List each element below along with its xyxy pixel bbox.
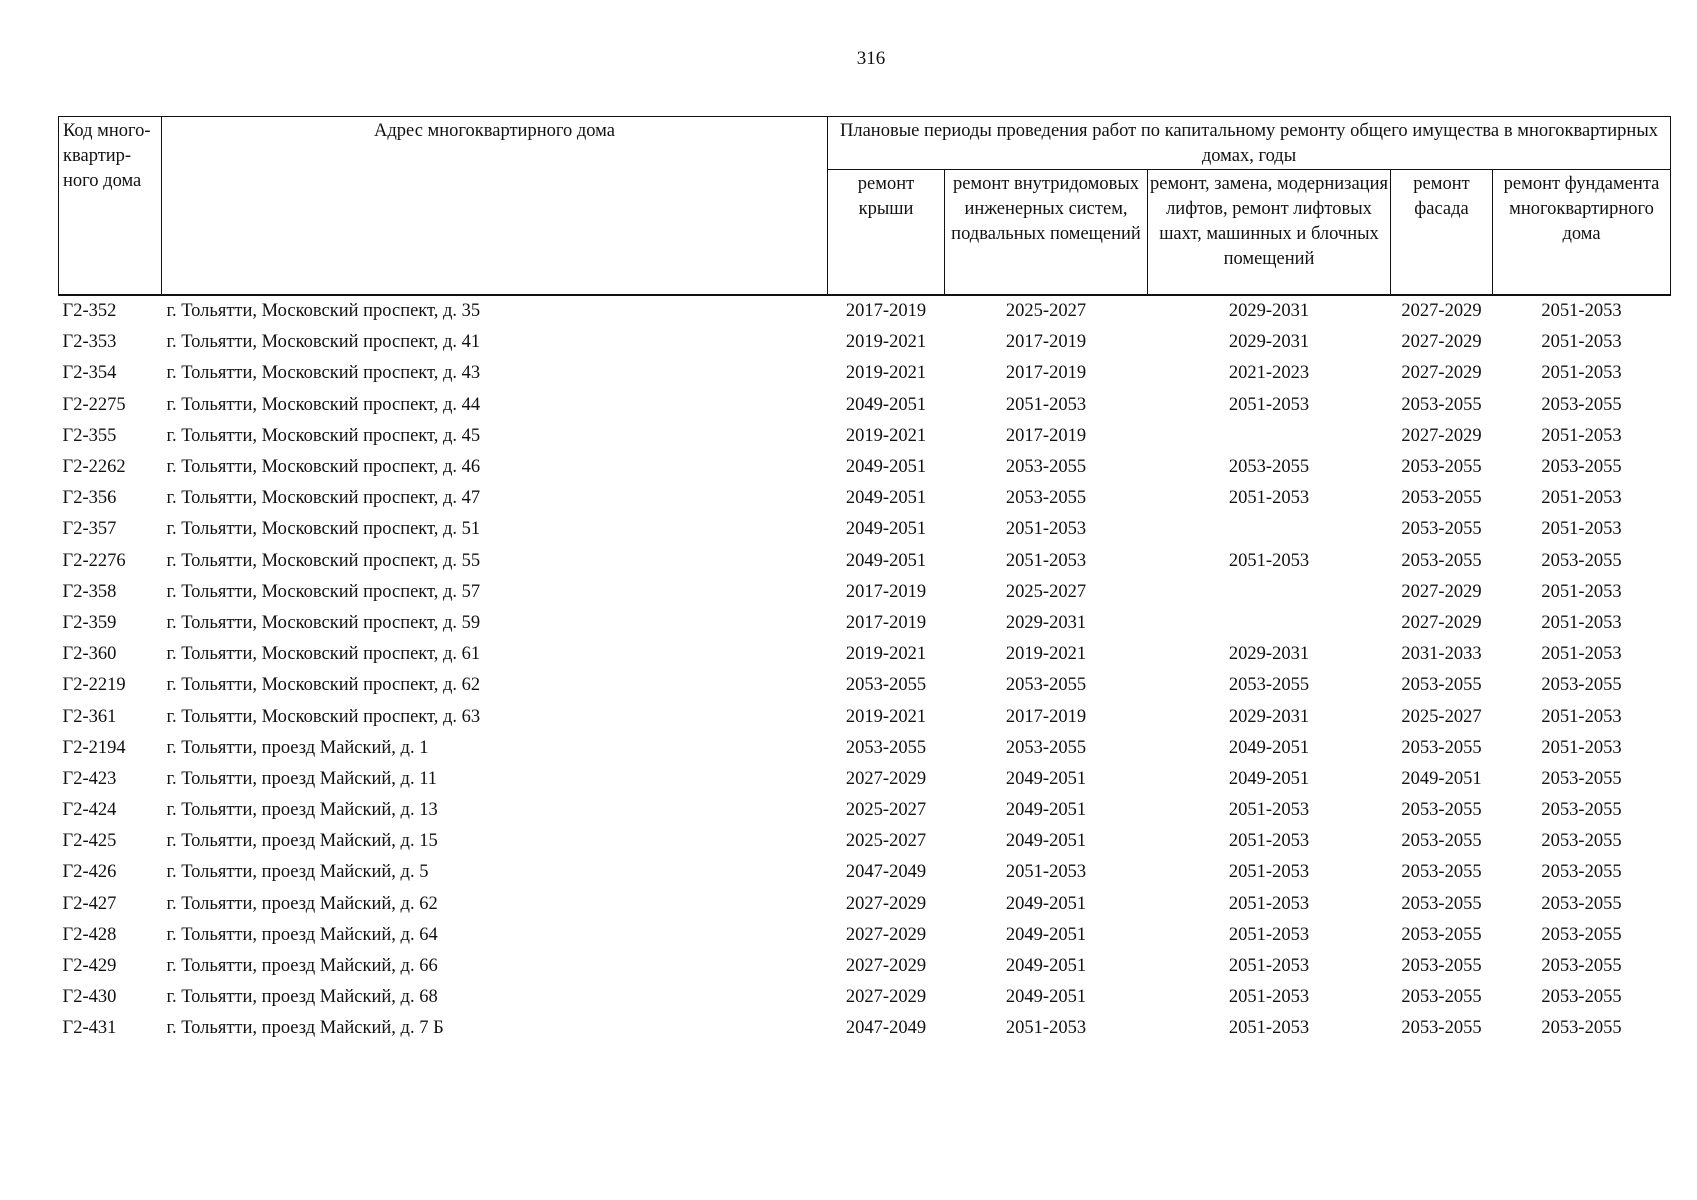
- cell-roof: 2019-2021: [845, 644, 927, 665]
- cell-engineering: 2051-2053: [1005, 550, 1087, 571]
- cell-code: Г2-423: [62, 768, 117, 789]
- table-row: [59, 577, 1671, 608]
- cell-engineering: 2049-2051: [1005, 987, 1087, 1008]
- cell-lifts: 2053-2055: [1228, 675, 1310, 696]
- cell-facade: 2053-2055: [1401, 831, 1482, 852]
- cell-code: Г2-358: [62, 581, 117, 602]
- cell-code: Г2-428: [62, 924, 117, 945]
- cell-address: г. Тольятти, проезд Майский, д. 13: [166, 800, 438, 821]
- cell-foundation: 2051-2053: [1541, 363, 1622, 384]
- table-row: [59, 701, 1671, 732]
- cell-roof: 2019-2021: [845, 425, 927, 446]
- cell-foundation: 2053-2055: [1541, 394, 1622, 415]
- cell-lifts: 2051-2053: [1228, 800, 1310, 821]
- header-periods-title: [828, 117, 1671, 170]
- cell-engineering: 2051-2053: [1005, 394, 1087, 415]
- cell-roof: 2049-2051: [845, 550, 927, 571]
- cell-address: г. Тольятти, Московский проспект, д. 57: [166, 581, 481, 602]
- cell-facade: 2027-2029: [1401, 301, 1482, 322]
- cell-foundation: 2053-2055: [1541, 924, 1622, 945]
- table-row: [59, 327, 1671, 358]
- cell-lifts: 2051-2053: [1228, 488, 1310, 509]
- cell-code: Г2-361: [62, 706, 117, 727]
- cell-address: г. Тольятти, Московский проспект, д. 43: [166, 363, 481, 384]
- cell-foundation: 2053-2055: [1541, 1018, 1622, 1039]
- cell-engineering: 2053-2055: [1005, 488, 1087, 509]
- table-row: [59, 733, 1671, 764]
- cell-facade: 2053-2055: [1401, 1018, 1482, 1039]
- cell-engineering: 2053-2055: [1005, 457, 1087, 478]
- table-row: [59, 764, 1671, 795]
- cell-roof: 2019-2021: [845, 706, 927, 727]
- header-periods-title-text: Плановые периоды проведения работ по капитальному ремонту общего имущества в многоквартирных домах, годы: [840, 121, 1659, 166]
- table-row: [59, 639, 1671, 670]
- cell-engineering: 2049-2051: [1005, 893, 1087, 914]
- cell-foundation: 2053-2055: [1541, 831, 1622, 852]
- table-row: [59, 795, 1671, 826]
- cell-foundation: 2051-2053: [1541, 301, 1622, 322]
- cell-lifts: 2051-2053: [1228, 862, 1310, 883]
- table-row: [59, 421, 1671, 452]
- cell-roof: 2017-2019: [845, 301, 927, 322]
- cell-roof: 2053-2055: [845, 675, 927, 696]
- cell-lifts: [1148, 421, 1391, 452]
- cell-facade: 2053-2055: [1401, 987, 1482, 1008]
- cell-address: г. Тольятти, проезд Майский, д. 15: [166, 831, 438, 852]
- cell-engineering: 2025-2027: [1005, 581, 1087, 602]
- cell-foundation: 2053-2055: [1541, 956, 1622, 977]
- cell-foundation: 2051-2053: [1541, 644, 1622, 665]
- cell-engineering: 2049-2051: [1005, 831, 1087, 852]
- cell-address: г. Тольятти, проезд Майский, д. 68: [166, 987, 438, 1008]
- table-row: [59, 358, 1671, 389]
- table-row: [59, 951, 1671, 982]
- cell-facade: 2049-2051: [1401, 768, 1482, 789]
- cell-lifts: 2051-2053: [1228, 893, 1310, 914]
- table-row: [59, 452, 1671, 483]
- cell-lifts: 2051-2053: [1228, 550, 1310, 571]
- cell-facade: 2053-2055: [1401, 924, 1482, 945]
- cell-roof: 2025-2027: [845, 800, 927, 821]
- cell-address: г. Тольятти, проезд Майский, д. 11: [166, 768, 438, 789]
- cell-lifts: 2021-2023: [1228, 363, 1310, 384]
- cell-address: г. Тольятти, Московский проспект, д. 35: [166, 301, 481, 322]
- cell-code: Г2-354: [62, 363, 117, 384]
- cell-lifts: [1148, 514, 1391, 545]
- table-row: [59, 670, 1671, 701]
- cell-foundation: 2051-2053: [1541, 425, 1622, 446]
- cell-foundation: 2051-2053: [1541, 519, 1622, 540]
- cell-roof: 2017-2019: [845, 581, 927, 602]
- cell-engineering: 2017-2019: [1005, 425, 1087, 446]
- cell-code: Г2-356: [62, 488, 117, 509]
- cell-code: Г2-431: [62, 1018, 117, 1039]
- cell-lifts: 2051-2053: [1228, 1018, 1310, 1039]
- cell-foundation: 2051-2053: [1541, 706, 1622, 727]
- cell-roof: 2049-2051: [845, 457, 927, 478]
- cell-lifts: 2029-2031: [1228, 332, 1310, 353]
- cell-address: г. Тольятти, Московский проспект, д. 59: [166, 612, 481, 633]
- cell-code: Г2-352: [62, 301, 117, 322]
- cell-code: Г2-430: [62, 987, 117, 1008]
- cell-facade: 2027-2029: [1401, 425, 1482, 446]
- cell-facade: 2053-2055: [1401, 519, 1482, 540]
- cell-code: Г2-359: [62, 612, 117, 633]
- cell-address: г. Тольятти, Московский проспект, д. 44: [166, 394, 481, 415]
- cell-code: Г2-426: [62, 862, 117, 883]
- cell-roof: 2027-2029: [845, 987, 927, 1008]
- cell-lifts: [1148, 608, 1391, 639]
- cell-lifts: 2051-2053: [1228, 987, 1310, 1008]
- cell-lifts: 2029-2031: [1228, 301, 1310, 322]
- header-lifts: ремонт, замена, модернизация лифтов, ремонт лифтовых шахт, машинных и блочных помещений: [1148, 170, 1391, 296]
- cell-address: г. Тольятти, Московский проспект, д. 61: [166, 644, 481, 665]
- cell-code: Г2-2262: [62, 457, 126, 478]
- header-engineering: ремонт внутридомовых инженерных систем, подвальных помещений: [945, 170, 1148, 296]
- cell-engineering: 2017-2019: [1005, 706, 1087, 727]
- table-row: [59, 857, 1671, 888]
- cell-facade: 2027-2029: [1401, 363, 1482, 384]
- cell-roof: 2049-2051: [845, 488, 927, 509]
- cell-lifts: 2051-2053: [1228, 924, 1310, 945]
- cell-address: г. Тольятти, Московский проспект, д. 46: [166, 457, 481, 478]
- cell-facade: 2053-2055: [1401, 893, 1482, 914]
- cell-lifts: 2051-2053: [1228, 831, 1310, 852]
- cell-address: г. Тольятти, Московский проспект, д. 51: [166, 519, 481, 540]
- cell-address: г. Тольятти, проезд Майский, д. 5: [166, 862, 429, 883]
- header-roof: ремонт крыши: [828, 170, 945, 296]
- cell-foundation: 2051-2053: [1541, 737, 1622, 758]
- cell-lifts: [1148, 577, 1391, 608]
- table-row: [59, 608, 1671, 639]
- cell-code: Г2-424: [62, 800, 117, 821]
- cell-code: Г2-357: [62, 519, 117, 540]
- cell-address: г. Тольятти, Московский проспект, д. 62: [166, 675, 481, 696]
- cell-code: Г2-353: [62, 332, 117, 353]
- cell-roof: 2027-2029: [845, 956, 927, 977]
- cell-roof: 2049-2051: [845, 519, 927, 540]
- cell-facade: 2027-2029: [1401, 581, 1482, 602]
- page-number: 316: [856, 48, 886, 69]
- table-row: [59, 546, 1671, 577]
- table-row: [59, 889, 1671, 920]
- cell-engineering: 2017-2019: [1005, 332, 1087, 353]
- cell-roof: 2053-2055: [845, 737, 927, 758]
- cell-address: г. Тольятти, Московский проспект, д. 47: [166, 488, 481, 509]
- cell-roof: 2027-2029: [845, 768, 927, 789]
- table-row: [59, 390, 1671, 421]
- cell-roof: 2027-2029: [845, 893, 927, 914]
- header-facade: ремонт фасада: [1391, 170, 1493, 296]
- table-row: [59, 920, 1671, 951]
- cell-roof: 2019-2021: [845, 363, 927, 384]
- cell-lifts: 2029-2031: [1228, 644, 1310, 665]
- cell-foundation: 2051-2053: [1541, 612, 1622, 633]
- cell-facade: 2053-2055: [1401, 488, 1482, 509]
- cell-foundation: 2053-2055: [1541, 675, 1622, 696]
- cell-lifts: 2051-2053: [1228, 956, 1310, 977]
- cell-code: Г2-2276: [62, 550, 126, 571]
- cell-facade: 2053-2055: [1401, 675, 1482, 696]
- cell-facade: 2027-2029: [1401, 612, 1482, 633]
- cell-address: г. Тольятти, Московский проспект, д. 55: [166, 550, 481, 571]
- cell-lifts: 2051-2053: [1228, 394, 1310, 415]
- cell-code: Г2-2194: [62, 737, 126, 758]
- cell-address: г. Тольятти, проезд Майский, д. 64: [166, 924, 438, 945]
- cell-lifts: 2029-2031: [1228, 706, 1310, 727]
- cell-facade: 2053-2055: [1401, 862, 1482, 883]
- cell-engineering: 2049-2051: [1005, 768, 1087, 789]
- cell-code: Г2-425: [62, 831, 117, 852]
- cell-foundation: 2053-2055: [1541, 550, 1622, 571]
- cell-foundation: 2053-2055: [1541, 862, 1622, 883]
- cell-engineering: 2049-2051: [1005, 800, 1087, 821]
- cell-foundation: 2053-2055: [1541, 457, 1622, 478]
- cell-engineering: 2025-2027: [1005, 301, 1087, 322]
- cell-facade: 2053-2055: [1401, 737, 1482, 758]
- cell-address: г. Тольятти, Московский проспект, д. 41: [166, 332, 481, 353]
- cell-address: г. Тольятти, проезд Майский, д. 1: [166, 737, 429, 758]
- cell-engineering: 2017-2019: [1005, 363, 1087, 384]
- table-row: [59, 514, 1671, 545]
- cell-roof: 2025-2027: [845, 831, 927, 852]
- cell-engineering: 2051-2053: [1005, 862, 1087, 883]
- cell-address: г. Тольятти, проезд Майский, д. 7 Б: [166, 1018, 444, 1039]
- cell-roof: 2047-2049: [845, 1018, 927, 1039]
- cell-facade: 2053-2055: [1401, 956, 1482, 977]
- cell-code: Г2-360: [62, 644, 117, 665]
- cell-address: г. Тольятти, Московский проспект, д. 45: [166, 425, 481, 446]
- cell-facade: 2053-2055: [1401, 800, 1482, 821]
- cell-code: Г2-427: [62, 893, 117, 914]
- cell-lifts: 2049-2051: [1228, 737, 1310, 758]
- cell-foundation: 2051-2053: [1541, 332, 1622, 353]
- cell-facade: 2031-2033: [1401, 644, 1482, 665]
- cell-engineering: 2051-2053: [1005, 519, 1087, 540]
- table-body: [59, 295, 1671, 1045]
- cell-engineering: 2051-2053: [1005, 1018, 1087, 1039]
- table-row: [59, 982, 1671, 1013]
- cell-lifts: 2053-2055: [1228, 457, 1310, 478]
- cell-lifts: 2049-2051: [1228, 768, 1310, 789]
- cell-engineering: 2049-2051: [1005, 924, 1087, 945]
- cell-code: Г2-2275: [62, 394, 126, 415]
- cell-foundation: 2051-2053: [1541, 581, 1622, 602]
- cell-engineering: 2053-2055: [1005, 675, 1087, 696]
- cell-roof: 2047-2049: [845, 862, 927, 883]
- cell-code: Г2-355: [62, 425, 117, 446]
- cell-code: Г2-2219: [62, 675, 126, 696]
- capital-repair-schedule-table: [58, 116, 1671, 1045]
- header-code: Код много-квартир-ного дома: [59, 117, 162, 296]
- header-address: Адрес многоквартирного дома: [162, 117, 828, 296]
- cell-code: Г2-429: [62, 956, 117, 977]
- cell-foundation: 2053-2055: [1541, 800, 1622, 821]
- cell-engineering: 2053-2055: [1005, 737, 1087, 758]
- cell-roof: 2049-2051: [845, 394, 927, 415]
- cell-address: г. Тольятти, проезд Майский, д. 66: [166, 956, 438, 977]
- cell-facade: 2053-2055: [1401, 457, 1482, 478]
- cell-roof: 2019-2021: [845, 332, 927, 353]
- cell-address: г. Тольятти, проезд Майский, д. 62: [166, 893, 438, 914]
- cell-roof: 2017-2019: [845, 612, 927, 633]
- cell-facade: 2053-2055: [1401, 394, 1482, 415]
- cell-foundation: 2053-2055: [1541, 987, 1622, 1008]
- cell-roof: 2027-2029: [845, 924, 927, 945]
- table-row: [59, 1013, 1671, 1044]
- cell-foundation: 2053-2055: [1541, 768, 1622, 789]
- cell-facade: 2027-2029: [1401, 332, 1482, 353]
- table-row: [59, 826, 1671, 857]
- table-row: [59, 295, 1671, 327]
- table-row: [59, 483, 1671, 514]
- cell-foundation: 2053-2055: [1541, 893, 1622, 914]
- table-header: [59, 117, 1671, 296]
- cell-engineering: 2049-2051: [1005, 956, 1087, 977]
- cell-foundation: 2051-2053: [1541, 488, 1622, 509]
- cell-facade: 2053-2055: [1401, 550, 1482, 571]
- header-foundation: ремонт фундамента многоквартирного дома: [1493, 170, 1671, 296]
- cell-engineering: 2029-2031: [1005, 612, 1087, 633]
- cell-facade: 2025-2027: [1401, 706, 1482, 727]
- cell-address: г. Тольятти, Московский проспект, д. 63: [166, 706, 481, 727]
- cell-engineering: 2019-2021: [1005, 644, 1087, 665]
